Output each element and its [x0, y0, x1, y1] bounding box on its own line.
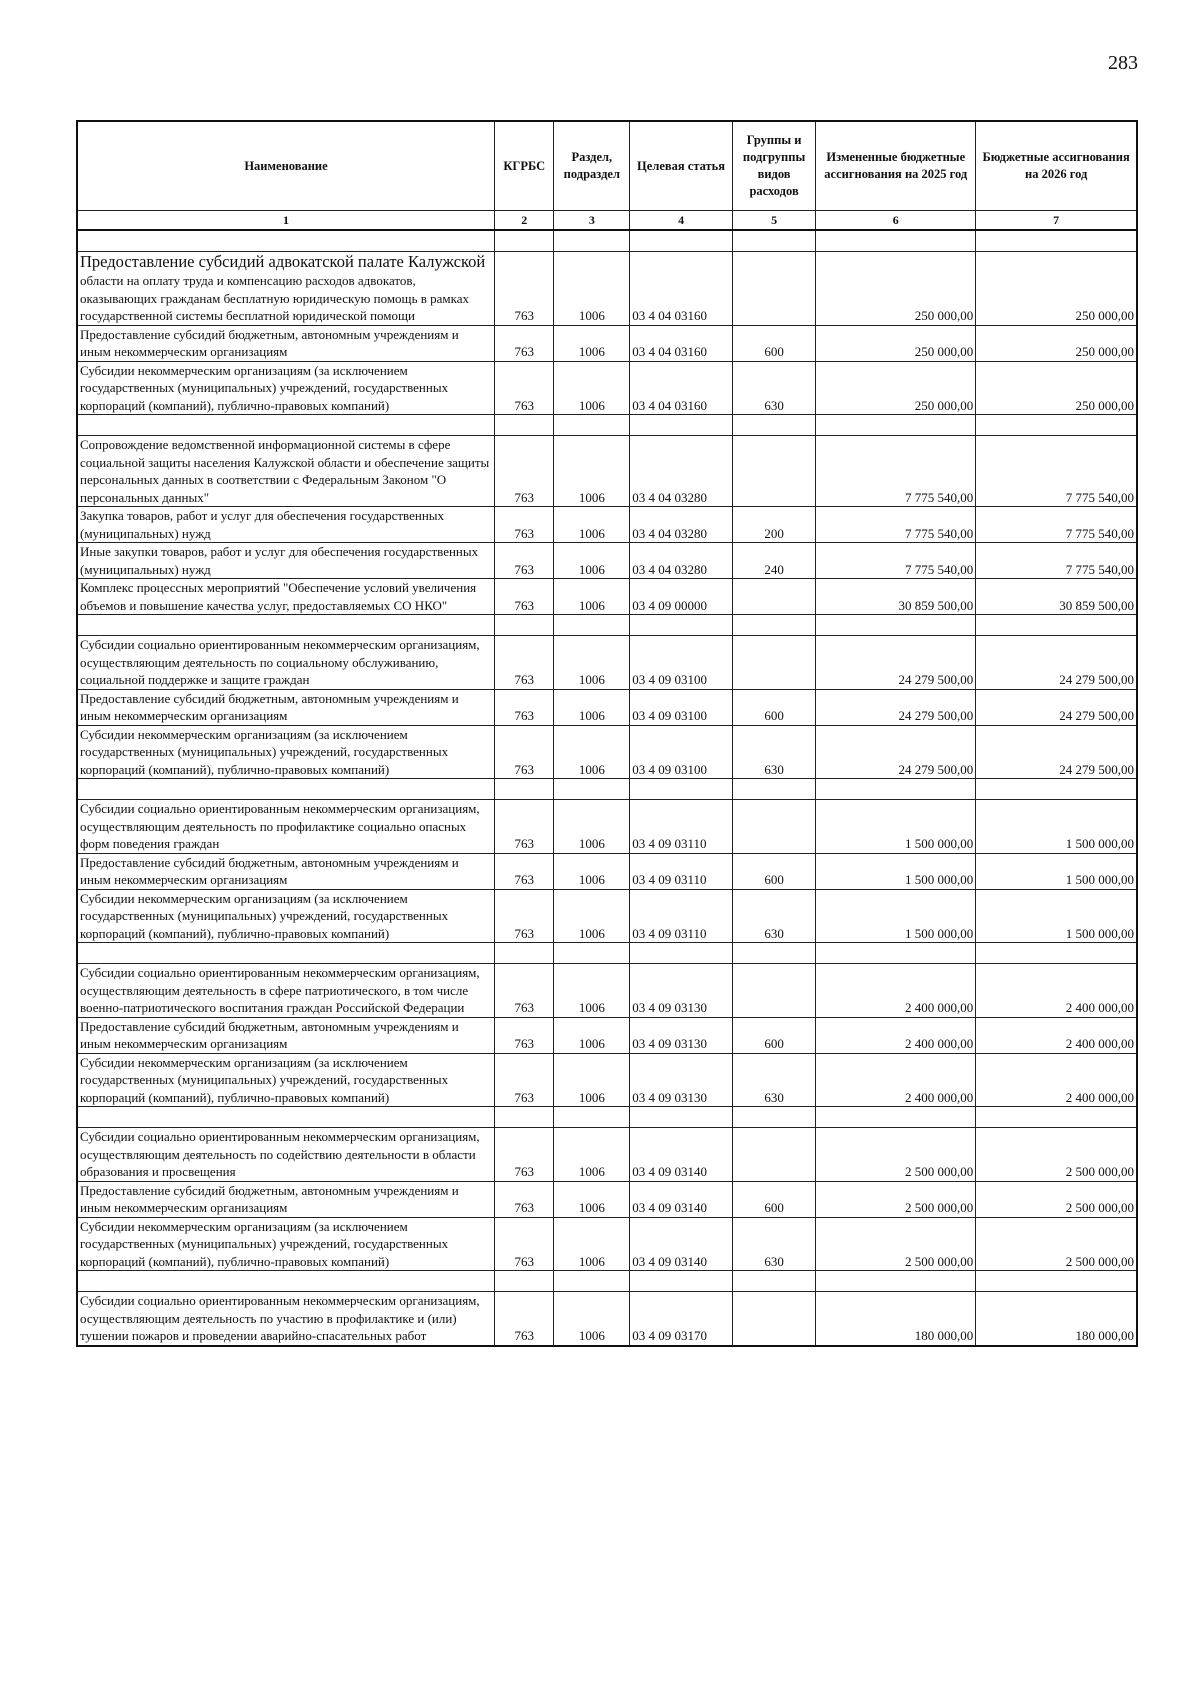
row-kgrbs: 763 — [495, 1217, 554, 1271]
row-sum-2025: 180 000,00 — [816, 1292, 976, 1346]
row-kgrbs: 763 — [495, 1128, 554, 1182]
spacer-cell — [732, 1271, 815, 1292]
row-expense-group — [732, 436, 815, 507]
spacer-cell — [976, 1271, 1137, 1292]
row-name: Предоставление субсидий бюджетным, автономным учреждениям и иным некоммерческим организациям — [77, 689, 495, 725]
row-sum-2025: 2 400 000,00 — [816, 1053, 976, 1107]
table-row — [77, 543, 1137, 579]
spacer-cell — [732, 230, 815, 252]
row-razdel: 1006 — [554, 636, 630, 690]
row-name: Субсидии социально ориентированным некоммерческим организациям, осуществляющим деятельность по содействию деятельности в области образования и просвещения — [77, 1128, 495, 1182]
table-row — [77, 889, 1137, 943]
row-sum-2026: 24 279 500,00 — [976, 636, 1137, 690]
spacer-row — [77, 1271, 1137, 1292]
row-kgrbs: 763 — [495, 1053, 554, 1107]
row-sum-2026: 2 400 000,00 — [976, 964, 1137, 1018]
spacer-cell — [816, 1107, 976, 1128]
header-kgrbs: КГРБС — [495, 121, 554, 211]
row-target-article: 03 4 09 03110 — [630, 853, 733, 889]
row-sum-2025: 7 775 540,00 — [816, 543, 976, 579]
spacer-cell — [732, 943, 815, 964]
row-razdel: 1006 — [554, 507, 630, 543]
row-sum-2026: 30 859 500,00 — [976, 579, 1137, 615]
row-sum-2026: 2 400 000,00 — [976, 1053, 1137, 1107]
row-sum-2025: 24 279 500,00 — [816, 689, 976, 725]
row-kgrbs: 763 — [495, 1181, 554, 1217]
table-row — [77, 436, 1137, 507]
row-razdel: 1006 — [554, 1292, 630, 1346]
row-expense-group — [732, 579, 815, 615]
row-kgrbs: 763 — [495, 325, 554, 361]
row-name: Субсидии некоммерческим организациям (за исключением государственных (муниципальных) учреждений, государственных корпораций (компаний), публично-правовых компаний) — [77, 1053, 495, 1107]
row-name: Предоставление субсидий бюджетным, автономным учреждениям и иным некоммерческим организациям — [77, 1181, 495, 1217]
row-target-article: 03 4 09 03110 — [630, 889, 733, 943]
row-expense-group — [732, 1128, 815, 1182]
row-target-article: 03 4 09 03100 — [630, 725, 733, 779]
row-sum-2025: 7 775 540,00 — [816, 436, 976, 507]
row-target-article: 03 4 04 03280 — [630, 436, 733, 507]
column-number: 6 — [816, 211, 976, 231]
row-razdel: 1006 — [554, 889, 630, 943]
table-row — [77, 964, 1137, 1018]
row-razdel: 1006 — [554, 1128, 630, 1182]
row-sum-2025: 2 500 000,00 — [816, 1128, 976, 1182]
row-sum-2025: 7 775 540,00 — [816, 507, 976, 543]
spacer-cell — [77, 615, 495, 636]
table-row — [77, 1181, 1137, 1217]
spacer-cell — [630, 1271, 733, 1292]
row-target-article: 03 4 09 03140 — [630, 1217, 733, 1271]
row-target-article: 03 4 09 00000 — [630, 579, 733, 615]
row-expense-group: 630 — [732, 889, 815, 943]
row-target-article: 03 4 09 03140 — [630, 1128, 733, 1182]
row-razdel: 1006 — [554, 1217, 630, 1271]
table-row — [77, 252, 1137, 326]
spacer-cell — [732, 615, 815, 636]
row-kgrbs: 763 — [495, 579, 554, 615]
spacer-cell — [495, 1107, 554, 1128]
row-expense-group: 630 — [732, 725, 815, 779]
row-sum-2026: 250 000,00 — [976, 252, 1137, 326]
row-sum-2026: 250 000,00 — [976, 325, 1137, 361]
spacer-row — [77, 779, 1137, 800]
row-name: Субсидии некоммерческим организациям (за исключением государственных (муниципальных) учреждений, государственных корпораций (компаний), публично-правовых компаний) — [77, 725, 495, 779]
row-expense-group: 600 — [732, 853, 815, 889]
spacer-cell — [554, 230, 630, 252]
row-razdel: 1006 — [554, 361, 630, 415]
page-number: 283 — [1108, 52, 1138, 74]
table-row — [77, 725, 1137, 779]
row-target-article: 03 4 09 03100 — [630, 636, 733, 690]
budget-table — [76, 120, 1138, 1347]
row-sum-2025: 250 000,00 — [816, 325, 976, 361]
row-target-article: 03 4 04 03280 — [630, 507, 733, 543]
row-target-article: 03 4 09 03130 — [630, 1053, 733, 1107]
spacer-cell — [816, 415, 976, 436]
row-expense-group — [732, 800, 815, 854]
row-kgrbs: 763 — [495, 636, 554, 690]
spacer-cell — [816, 1271, 976, 1292]
row-kgrbs: 763 — [495, 361, 554, 415]
spacer-cell — [976, 415, 1137, 436]
row-sum-2025: 24 279 500,00 — [816, 636, 976, 690]
row-razdel: 1006 — [554, 689, 630, 725]
row-kgrbs: 763 — [495, 543, 554, 579]
table-row — [77, 800, 1137, 854]
row-sum-2025: 1 500 000,00 — [816, 853, 976, 889]
row-razdel: 1006 — [554, 543, 630, 579]
row-name: Субсидии некоммерческим организациям (за исключением государственных (муниципальных) учреждений, государственных корпораций (компаний), публично-правовых компаний) — [77, 889, 495, 943]
row-name: Субсидии социально ориентированным некоммерческим организациям, осуществляющим деятельность по профилактике социально опасных форм поведения граждан — [77, 800, 495, 854]
spacer-cell — [495, 943, 554, 964]
spacer-cell — [495, 415, 554, 436]
spacer-row — [77, 230, 1137, 252]
row-kgrbs: 763 — [495, 1017, 554, 1053]
spacer-cell — [554, 615, 630, 636]
table-row — [77, 325, 1137, 361]
spacer-cell — [554, 943, 630, 964]
row-expense-group — [732, 252, 815, 326]
spacer-cell — [77, 1271, 495, 1292]
spacer-cell — [495, 779, 554, 800]
column-number: 1 — [77, 211, 495, 231]
row-expense-group: 630 — [732, 1217, 815, 1271]
row-target-article: 03 4 09 03100 — [630, 689, 733, 725]
row-target-article: 03 4 09 03130 — [630, 1017, 733, 1053]
spacer-cell — [630, 615, 733, 636]
row-target-article: 03 4 04 03160 — [630, 325, 733, 361]
row-name: Предоставление субсидий бюджетным, автономным учреждениям и иным некоммерческим организациям — [77, 853, 495, 889]
row-name: Предоставление субсидий бюджетным, автономным учреждениям и иным некоммерческим организациям — [77, 1017, 495, 1053]
row-sum-2025: 2 400 000,00 — [816, 1017, 976, 1053]
spacer-row — [77, 1107, 1137, 1128]
row-sum-2025: 2 400 000,00 — [816, 964, 976, 1018]
row-razdel: 1006 — [554, 1017, 630, 1053]
table-row — [77, 853, 1137, 889]
row-razdel: 1006 — [554, 436, 630, 507]
header-row — [77, 121, 1137, 211]
row-kgrbs: 763 — [495, 252, 554, 326]
row-sum-2025: 1 500 000,00 — [816, 800, 976, 854]
row-name: Сопровождение ведомственной информационной системы в сфере социальной защиты населения Калужской области и обеспечение защиты персональных данных в соответствии с Федеральным Законом "О персональных данных" — [77, 436, 495, 507]
spacer-cell — [816, 230, 976, 252]
row-kgrbs: 763 — [495, 689, 554, 725]
spacer-cell — [77, 1107, 495, 1128]
spacer-cell — [732, 1107, 815, 1128]
row-kgrbs: 763 — [495, 436, 554, 507]
header-target-article: Целевая статья — [630, 121, 733, 211]
table-row — [77, 1217, 1137, 1271]
header-razdel: Раздел, подраздел — [554, 121, 630, 211]
row-kgrbs: 763 — [495, 889, 554, 943]
spacer-cell — [976, 615, 1137, 636]
row-expense-group: 600 — [732, 689, 815, 725]
row-target-article: 03 4 04 03160 — [630, 252, 733, 326]
row-target-article: 03 4 09 03110 — [630, 800, 733, 854]
spacer-cell — [976, 943, 1137, 964]
row-sum-2026: 7 775 540,00 — [976, 436, 1137, 507]
table-row — [77, 1053, 1137, 1107]
row-target-article: 03 4 09 03140 — [630, 1181, 733, 1217]
spacer-cell — [630, 779, 733, 800]
table-row — [77, 361, 1137, 415]
header-name: Наименование — [77, 121, 495, 211]
row-razdel: 1006 — [554, 800, 630, 854]
row-sum-2025: 250 000,00 — [816, 361, 976, 415]
row-kgrbs: 763 — [495, 507, 554, 543]
row-sum-2026: 1 500 000,00 — [976, 800, 1137, 854]
spacer-cell — [816, 943, 976, 964]
row-target-article: 03 4 09 03130 — [630, 964, 733, 1018]
spacer-cell — [77, 415, 495, 436]
spacer-cell — [554, 1271, 630, 1292]
row-sum-2025: 30 859 500,00 — [816, 579, 976, 615]
row-name: Предоставление субсидий бюджетным, автономным учреждениям и иным некоммерческим организациям — [77, 325, 495, 361]
row-razdel: 1006 — [554, 853, 630, 889]
row-sum-2026: 7 775 540,00 — [976, 507, 1137, 543]
spacer-cell — [816, 779, 976, 800]
row-sum-2026: 2 500 000,00 — [976, 1181, 1137, 1217]
row-name: Субсидии социально ориентированным некоммерческим организациям, осуществляющим деятельность по социальному обслуживанию, социальной поддержке и защите граждан — [77, 636, 495, 690]
row-expense-group: 200 — [732, 507, 815, 543]
row-razdel: 1006 — [554, 964, 630, 1018]
row-sum-2025: 24 279 500,00 — [816, 725, 976, 779]
spacer-cell — [732, 779, 815, 800]
spacer-cell — [554, 1107, 630, 1128]
row-kgrbs: 763 — [495, 1292, 554, 1346]
header-sum-2025: Измененные бюджетные ассигнования на 2025 год — [816, 121, 976, 211]
row-razdel: 1006 — [554, 1053, 630, 1107]
spacer-cell — [495, 230, 554, 252]
table-row — [77, 1292, 1137, 1346]
row-kgrbs: 763 — [495, 964, 554, 1018]
row-name: Субсидии некоммерческим организациям (за исключением государственных (муниципальных) учреждений, государственных корпораций (компаний), публично-правовых компаний) — [77, 1217, 495, 1271]
spacer-row — [77, 615, 1137, 636]
row-sum-2026: 7 775 540,00 — [976, 543, 1137, 579]
row-sum-2025: 1 500 000,00 — [816, 889, 976, 943]
row-expense-group: 240 — [732, 543, 815, 579]
spacer-cell — [77, 779, 495, 800]
row-expense-group — [732, 636, 815, 690]
row-name-continuation: области на оплату труда и компенсацию расходов адвокатов, оказывающих гражданам бесплатную юридическую помощь в рамках государственной системы бесплатной юридической помощи — [80, 273, 470, 323]
row-sum-2025: 2 500 000,00 — [816, 1181, 976, 1217]
table-row — [77, 507, 1137, 543]
column-number: 3 — [554, 211, 630, 231]
row-sum-2026: 2 400 000,00 — [976, 1017, 1137, 1053]
row-expense-group: 600 — [732, 1181, 815, 1217]
row-sum-2026: 250 000,00 — [976, 361, 1137, 415]
table-row — [77, 1128, 1137, 1182]
row-razdel: 1006 — [554, 325, 630, 361]
row-sum-2026: 1 500 000,00 — [976, 853, 1137, 889]
row-kgrbs: 763 — [495, 800, 554, 854]
row-name-lead: Предоставление субсидий адвокатской палате Калужской — [80, 252, 486, 271]
row-target-article: 03 4 04 03160 — [630, 361, 733, 415]
row-kgrbs: 763 — [495, 725, 554, 779]
column-number: 2 — [495, 211, 554, 231]
row-sum-2026: 2 500 000,00 — [976, 1217, 1137, 1271]
spacer-row — [77, 415, 1137, 436]
row-razdel: 1006 — [554, 252, 630, 326]
column-number: 5 — [732, 211, 815, 231]
row-expense-group: 630 — [732, 361, 815, 415]
row-razdel: 1006 — [554, 579, 630, 615]
row-name: Закупка товаров, работ и услуг для обеспечения государственных (муниципальных) нужд — [77, 507, 495, 543]
spacer-cell — [976, 779, 1137, 800]
table-row — [77, 579, 1137, 615]
row-expense-group: 600 — [732, 1017, 815, 1053]
row-sum-2026: 180 000,00 — [976, 1292, 1137, 1346]
spacer-cell — [630, 943, 733, 964]
table-row — [77, 689, 1137, 725]
row-expense-group — [732, 964, 815, 1018]
row-sum-2026: 24 279 500,00 — [976, 725, 1137, 779]
spacer-cell — [554, 779, 630, 800]
row-expense-group: 600 — [732, 325, 815, 361]
row-name: Субсидии социально ориентированным некоммерческим организациям, осуществляющим деятельность в сфере патриотического, в том числе военно-патриотического воспитания граждан Российской Федерации — [77, 964, 495, 1018]
row-name: Комплекс процессных мероприятий "Обеспечение условий увеличения объемов и повышение качества услуг, предоставляемых СО НКО" — [77, 579, 495, 615]
row-kgrbs: 763 — [495, 853, 554, 889]
spacer-cell — [630, 415, 733, 436]
row-name: Субсидии некоммерческим организациям (за исключением государственных (муниципальных) учреждений, государственных корпораций (компаний), публично-правовых компаний) — [77, 361, 495, 415]
spacer-cell — [495, 1271, 554, 1292]
spacer-cell — [630, 1107, 733, 1128]
row-name: Иные закупки товаров, работ и услуг для обеспечения государственных (муниципальных) нужд — [77, 543, 495, 579]
spacer-cell — [732, 415, 815, 436]
column-number: 4 — [630, 211, 733, 231]
spacer-cell — [495, 615, 554, 636]
spacer-cell — [554, 415, 630, 436]
row-razdel: 1006 — [554, 1181, 630, 1217]
table-body — [77, 230, 1137, 1346]
row-sum-2026: 1 500 000,00 — [976, 889, 1137, 943]
row-sum-2025: 2 500 000,00 — [816, 1217, 976, 1271]
column-numbers-row — [77, 211, 1137, 231]
table-row — [77, 1017, 1137, 1053]
spacer-cell — [976, 1107, 1137, 1128]
row-sum-2026: 2 500 000,00 — [976, 1128, 1137, 1182]
row-name: Субсидии социально ориентированным некоммерческим организациям, осуществляющим деятельность по участию в профилактике и (или) тушении пожаров и проведении аварийно-спасательных работ — [77, 1292, 495, 1346]
row-expense-group: 630 — [732, 1053, 815, 1107]
row-sum-2026: 24 279 500,00 — [976, 689, 1137, 725]
spacer-row — [77, 943, 1137, 964]
spacer-cell — [77, 943, 495, 964]
row-expense-group — [732, 1292, 815, 1346]
spacer-cell — [816, 615, 976, 636]
header-sum-2026: Бюджетные ассигнования на 2026 год — [976, 121, 1137, 211]
row-target-article: 03 4 04 03280 — [630, 543, 733, 579]
column-number: 7 — [976, 211, 1137, 231]
row-target-article: 03 4 09 03170 — [630, 1292, 733, 1346]
row-name — [77, 252, 495, 326]
spacer-cell — [630, 230, 733, 252]
spacer-cell — [976, 230, 1137, 252]
row-razdel: 1006 — [554, 725, 630, 779]
spacer-cell — [77, 230, 495, 252]
row-sum-2025: 250 000,00 — [816, 252, 976, 326]
header-expense-group: Группы и подгруппы видов расходов — [732, 121, 815, 211]
table-row — [77, 636, 1137, 690]
